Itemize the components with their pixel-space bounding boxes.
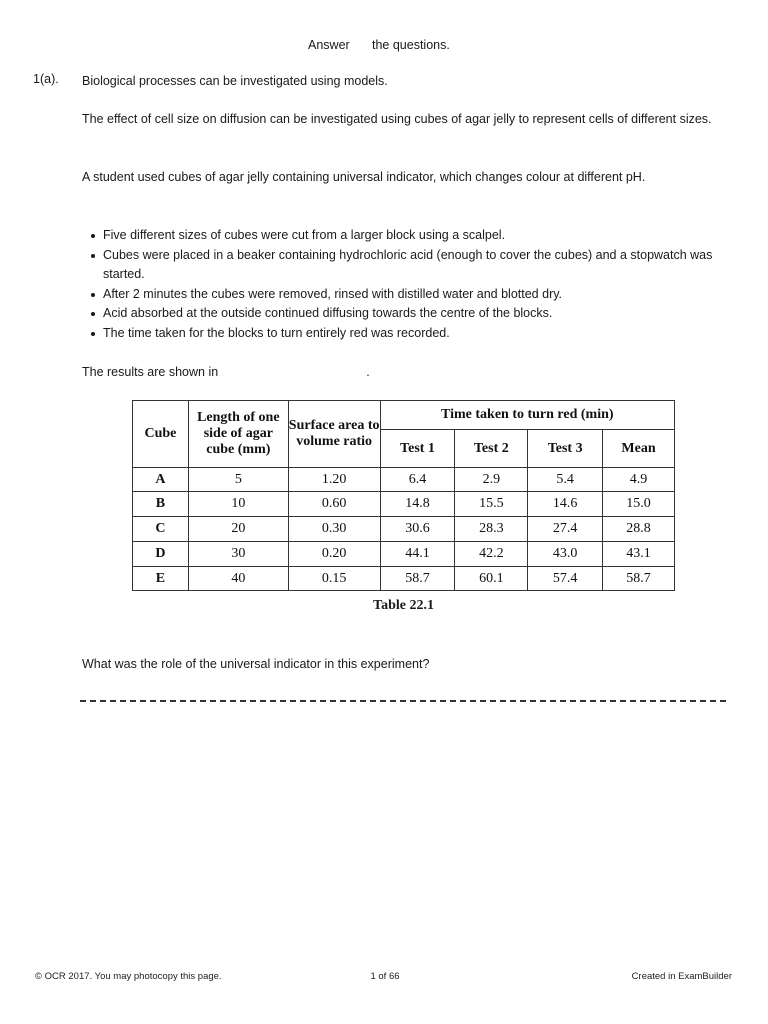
- answer-line[interactable]: [80, 700, 726, 702]
- table-cell: 30.6: [380, 517, 455, 542]
- results-text: The results are shown in: [82, 365, 219, 379]
- method-step: After 2 minutes the cubes were removed, rinsed with distilled water and blotted dry.: [82, 285, 722, 305]
- table-cell: 44.1: [380, 542, 455, 567]
- table-cell: 57.4: [528, 567, 603, 591]
- table-row: [133, 468, 675, 492]
- table-cell: C: [133, 517, 189, 542]
- table-cell: 43.1: [603, 542, 675, 567]
- table-cell: 10: [188, 492, 288, 517]
- method-step: Cubes were placed in a beaker containing hydrochloric acid (enough to cover the cubes) and a stopwatch was started.: [82, 246, 722, 285]
- question-number: 1(a).: [33, 72, 59, 86]
- table-cell: 27.4: [528, 517, 603, 542]
- results-table: [132, 400, 675, 591]
- table-cell: B: [133, 492, 189, 517]
- table-cell: E: [133, 567, 189, 591]
- table-cell: 0.60: [288, 492, 380, 517]
- table-cell: 15.5: [455, 492, 528, 517]
- method-list: [82, 226, 722, 343]
- table-cell: 5.4: [528, 468, 603, 492]
- question-intro: Biological processes can be investigated using models.: [82, 74, 388, 88]
- table-cell: 0.15: [288, 567, 380, 591]
- footer-page-number: 1 of 66: [370, 971, 400, 982]
- paragraph-cell-size: The effect of cell size on diffusion can be investigated using cubes of agar jelly to represent cells of different sizes.: [82, 112, 712, 126]
- table-cell: 58.7: [380, 567, 455, 591]
- question-prompt: What was the role of the universal indicator in this experiment?: [82, 657, 430, 671]
- table-cell: 43.0: [528, 542, 603, 567]
- table-cell: 28.3: [455, 517, 528, 542]
- header-answer: Answer: [308, 38, 350, 52]
- table-cell: 4.9: [603, 468, 675, 492]
- method-step: Acid absorbed at the outside continued diffusing towards the centre of the blocks.: [82, 304, 722, 324]
- method-step: The time taken for the blocks to turn entirely red was recorded.: [82, 324, 722, 344]
- table-cell: 40: [188, 567, 288, 591]
- footer-credit: Created in ExamBuilder: [631, 971, 732, 982]
- header-questions: the questions.: [372, 38, 450, 52]
- table-row: [133, 492, 675, 517]
- table-cell: 15.0: [603, 492, 675, 517]
- header-time: Time taken to turn red (min): [380, 401, 674, 430]
- table-cell: 1.20: [288, 468, 380, 492]
- table-cell: D: [133, 542, 189, 567]
- header-mean: Mean: [603, 430, 675, 468]
- table-caption: Table 22.1: [373, 598, 434, 613]
- results-intro: [82, 363, 722, 382]
- header-cube: Cube: [133, 401, 189, 468]
- table-cell: 0.20: [288, 542, 380, 567]
- table-row: [133, 517, 675, 542]
- table-cell: 42.2: [455, 542, 528, 567]
- table-cell: 30: [188, 542, 288, 567]
- table-cell: 14.6: [528, 492, 603, 517]
- header-test1: Test 1: [380, 430, 455, 468]
- table-cell: 60.1: [455, 567, 528, 591]
- table-row: [133, 567, 675, 591]
- footer-copyright: © OCR 2017. You may photocopy this page.: [35, 971, 222, 982]
- header-ratio: Surface area to volume ratio: [288, 401, 380, 468]
- table-cell: 14.8: [380, 492, 455, 517]
- table-cell: 6.4: [380, 468, 455, 492]
- table-cell: 5: [188, 468, 288, 492]
- table-cell: 2.9: [455, 468, 528, 492]
- table-cell: 28.8: [603, 517, 675, 542]
- method-step: Five different sizes of cubes were cut from a larger block using a scalpel.: [82, 226, 722, 246]
- table-cell: 58.7: [603, 567, 675, 591]
- header-test3: Test 3: [528, 430, 603, 468]
- paragraph-indicator: A student used cubes of agar jelly containing universal indicator, which changes colour at different pH.: [82, 170, 646, 184]
- header-test2: Test 2: [455, 430, 528, 468]
- table-cell: A: [133, 468, 189, 492]
- table-cell: 0.30: [288, 517, 380, 542]
- header-length: Length of one side of agar cube (mm): [188, 401, 288, 468]
- table-row: [133, 542, 675, 567]
- results-end: .: [366, 365, 370, 379]
- table-cell: 20: [188, 517, 288, 542]
